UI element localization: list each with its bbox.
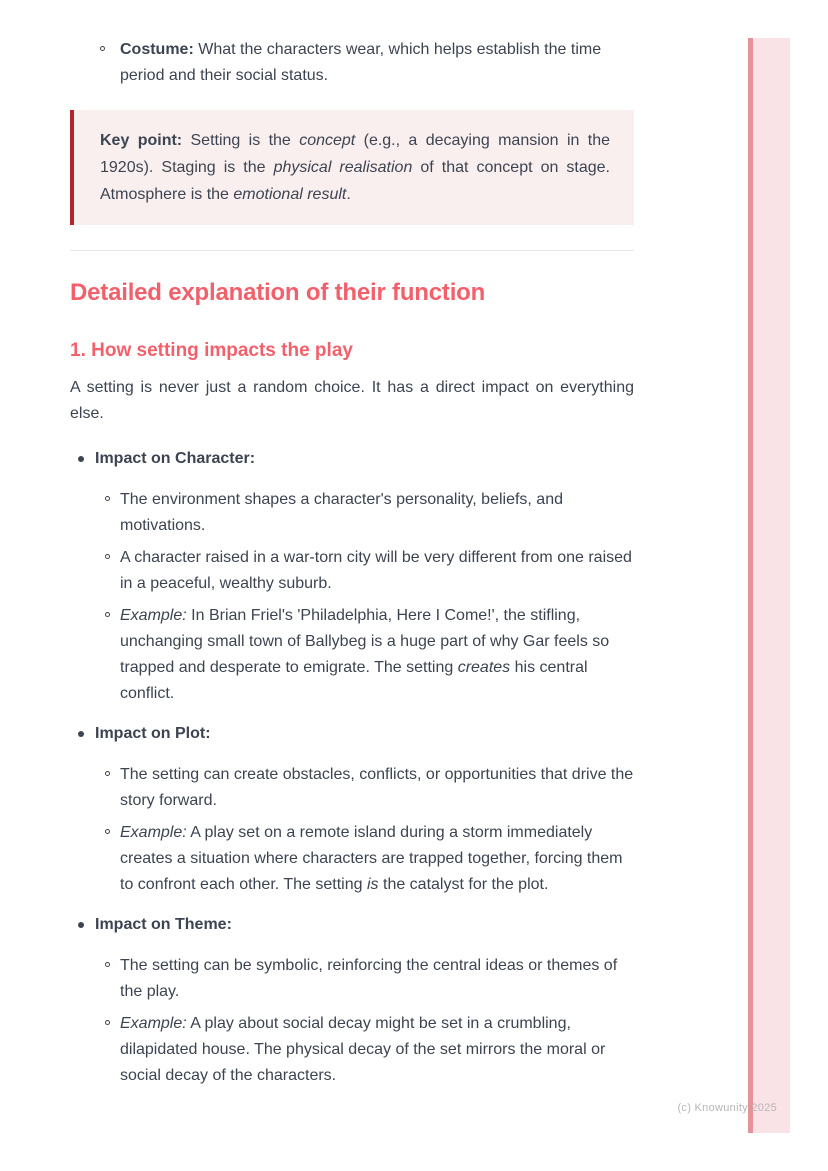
dot-bullet-icon [78, 731, 84, 737]
impact-item-plot [70, 721, 634, 898]
impact-item-character [70, 446, 634, 707]
circle-bullet-icon [105, 496, 110, 501]
circle-bullet-icon [105, 829, 110, 834]
impact-title: Impact on Theme: [95, 916, 232, 933]
right-margin-stripe [748, 38, 790, 1133]
key-point-text: Key point: Setting is the concept (e.g., a decaying mansion in the 1920s). Staging is the physical realisation of that concept on stage. Atmosphere is the emotional result. [100, 132, 610, 203]
circle-bullet-icon [105, 612, 110, 617]
dot-bullet-icon [78, 456, 84, 462]
dot-bullet-icon [78, 922, 84, 928]
stripe-edge-line [748, 38, 753, 1133]
point-text: The setting can create obstacles, conflicts, or opportunities that drive the story forward. [120, 766, 634, 809]
copyright-watermark: (c) Knowunity 2025 [677, 1102, 777, 1114]
point-item [95, 1011, 634, 1089]
point-text: Example: A play about social decay might be set in a crumbling, dilapidated house. The physical decay of the set mirrors the moral or social decay of the characters. [120, 1015, 606, 1084]
circle-bullet-icon [105, 771, 110, 776]
list-item-costume [70, 37, 634, 89]
intro-paragraph: A setting is never just a random choice. It has a direct impact on everything else. [70, 379, 634, 422]
point-item [95, 487, 634, 539]
circle-bullet-icon [105, 554, 110, 559]
document-content [70, 0, 634, 1089]
impact-points [95, 953, 634, 1089]
impact-points [95, 762, 634, 898]
point-text: A character raised in a war-torn city will be very different from one raised in a peaceful, wealthy suburb. [120, 549, 632, 592]
point-item [95, 820, 634, 898]
point-item [95, 762, 634, 814]
section-heading: Detailed explanation of their function [70, 279, 486, 306]
point-text: The setting can be symbolic, reinforcing the central ideas or themes of the play. [120, 957, 618, 1000]
point-text: The environment shapes a character's personality, beliefs, and motivations. [120, 491, 563, 534]
circle-bullet-icon [105, 962, 110, 967]
impact-list [70, 446, 634, 1089]
point-item [95, 603, 634, 707]
circle-bullet-icon [105, 1020, 110, 1025]
point-text: Example: In Brian Friel's 'Philadelphia, Here I Come!', the stifling, unchanging small town of Ballybeg is a huge part of why Gar feels so trapped and desperate to emigrate. The setting creates his central conflict. [120, 607, 610, 702]
impact-item-theme [70, 912, 634, 1089]
key-point-callout [70, 110, 634, 225]
section-subheading: 1. How setting impacts the play [70, 340, 353, 361]
point-text: Example: A play set on a remote island during a storm immediately creates a situation where characters are trapped together, forcing them to confront each other. The setting is the catalyst for the plot. [120, 824, 623, 893]
impact-points [95, 487, 634, 707]
section-divider [70, 250, 634, 251]
impact-title: Impact on Character: [95, 450, 256, 467]
point-item [95, 545, 634, 597]
impact-title: Impact on Plot: [95, 725, 211, 742]
circle-bullet-icon [100, 46, 105, 51]
point-item [95, 953, 634, 1005]
costume-text: Costume: What the characters wear, which helps establish the time period and their social status. [120, 41, 602, 84]
